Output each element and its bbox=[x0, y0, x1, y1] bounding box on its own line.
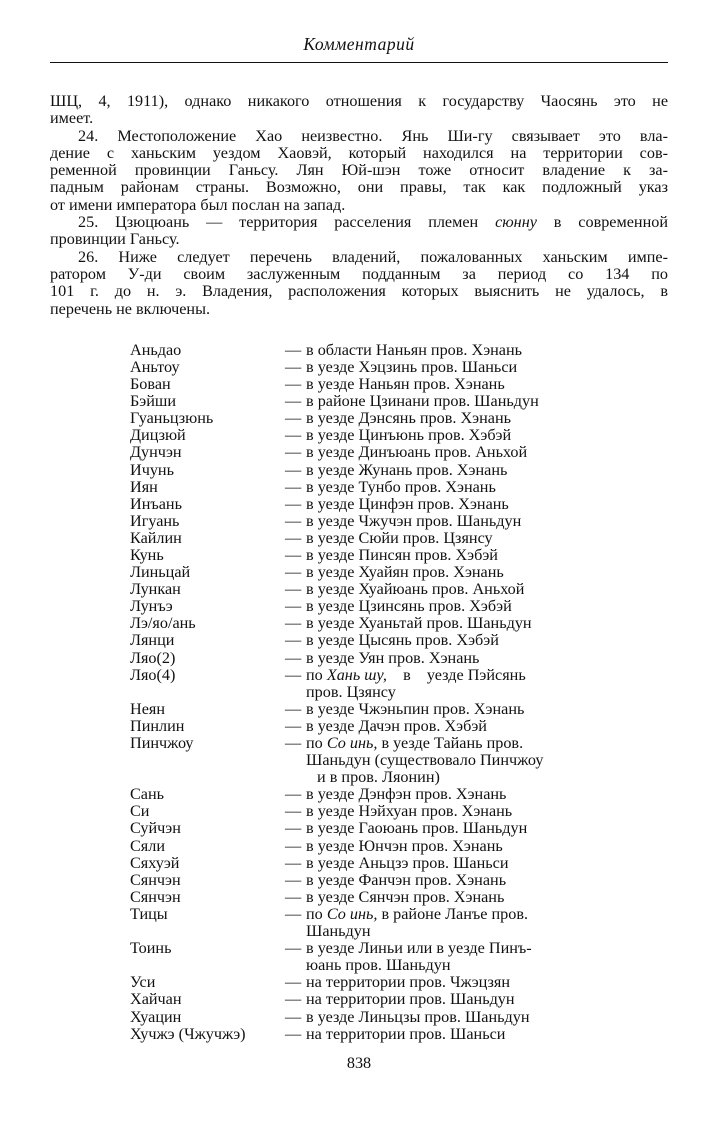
dash-separator: — bbox=[285, 973, 302, 992]
holding-name: Бэйши bbox=[130, 392, 177, 411]
holding-location bbox=[285, 496, 595, 513]
holding-name: Гуаньцзюнь bbox=[130, 409, 214, 428]
dash-separator: — bbox=[285, 699, 302, 718]
text-line: перечень не включены. bbox=[50, 299, 211, 318]
location-text: в уезде Динъюань пров. Аньхой bbox=[306, 443, 528, 462]
dash-separator: — bbox=[285, 340, 302, 359]
holding-row bbox=[130, 650, 668, 667]
holding-name: Уси bbox=[130, 973, 156, 992]
holding-name: Си bbox=[130, 802, 150, 821]
location-text: в уезде Дэнсянь пров. Хэнань bbox=[306, 409, 512, 428]
holding-name: Кайлин bbox=[130, 528, 182, 547]
holding-name: Пинчжоу bbox=[130, 734, 194, 753]
note-24 bbox=[50, 128, 668, 214]
holding-name: Бован bbox=[130, 375, 171, 394]
holding-row bbox=[130, 820, 668, 837]
location-text: в уезде Чжэньпин пров. Хэнань bbox=[306, 699, 525, 718]
dash-separator: — bbox=[285, 597, 302, 616]
holding-row bbox=[130, 342, 668, 359]
holding-location bbox=[285, 872, 595, 889]
holding-location bbox=[285, 581, 595, 598]
location-text: в уезде Цинфэн пров. Хэнань bbox=[306, 494, 509, 513]
location-text: в уезде Хуайян пров. Хэнань bbox=[306, 563, 504, 582]
holding-row bbox=[130, 530, 668, 547]
holding-location bbox=[285, 513, 595, 530]
dash-separator: — bbox=[285, 357, 302, 376]
location-text: в уезде Пинсян пров. Хэбэй bbox=[306, 545, 498, 564]
source-title: Со инь, bbox=[326, 904, 378, 923]
text-line bbox=[50, 214, 668, 231]
holding-name: Тицы bbox=[130, 904, 168, 923]
text-line: ременной провинции Ганьсу. Лян Юй-шэн тоже относит владение к за- bbox=[50, 161, 668, 180]
location-continuation: пров. Цзянсу bbox=[306, 682, 396, 701]
dash-separator: — bbox=[285, 939, 302, 958]
holding-name: Хучжэ (Чжучжэ) bbox=[130, 1024, 246, 1043]
dash-separator: — bbox=[285, 409, 302, 428]
holding-name: Дицзюй bbox=[130, 426, 186, 445]
dash-separator: — bbox=[285, 802, 302, 821]
location-text: в уезде Тунбо пров. Хэнань bbox=[306, 477, 496, 496]
holding-row bbox=[130, 667, 668, 701]
holding-row bbox=[130, 376, 668, 393]
holding-name: Аньдао bbox=[130, 340, 182, 359]
holding-location bbox=[285, 564, 595, 581]
holding-name: Ляо(2) bbox=[130, 648, 176, 667]
holding-row bbox=[130, 632, 668, 649]
dash-separator: — bbox=[285, 477, 302, 496]
dash-separator: — bbox=[285, 580, 302, 599]
text-line: провинции Ганьсу. bbox=[50, 230, 180, 249]
location-text: в уезде Сянчэн пров. Хэнань bbox=[306, 887, 505, 906]
dash-separator: — bbox=[285, 1007, 302, 1026]
dash-separator: — bbox=[285, 528, 302, 547]
holding-location bbox=[285, 376, 595, 393]
dash-separator: — bbox=[285, 853, 302, 872]
holding-location bbox=[285, 410, 595, 427]
holding-location bbox=[285, 991, 595, 1008]
dash-separator: — bbox=[285, 511, 302, 530]
holding-location bbox=[285, 889, 595, 906]
header-rule bbox=[50, 62, 668, 63]
dash-separator: — bbox=[285, 426, 302, 445]
dash-separator: — bbox=[285, 563, 302, 582]
location-text: в уезде Цинъюнь пров. Хэбэй bbox=[306, 426, 512, 445]
text-line: 26. Ниже следует перечень владений, пожалованных ханьским импе- bbox=[78, 247, 668, 266]
location-text: по bbox=[306, 665, 327, 684]
holding-name: Сяли bbox=[130, 836, 165, 855]
dash-separator: — bbox=[285, 631, 302, 650]
running-header: Комментарий bbox=[303, 34, 415, 54]
dash-separator: — bbox=[285, 870, 302, 889]
holding-location bbox=[285, 547, 595, 564]
holding-row bbox=[130, 906, 668, 940]
dash-separator: — bbox=[285, 836, 302, 855]
paragraph-continuation bbox=[50, 93, 668, 128]
location-text: в уезде Пэйсянь bbox=[386, 665, 526, 684]
source-title: Со инь, bbox=[326, 734, 378, 753]
text-line: 101 г. до н. э. Владения, расположения которых выяснить не удалось, в bbox=[50, 282, 668, 301]
holding-location bbox=[285, 974, 595, 991]
location-text: в уезде Жунань пров. Хэнань bbox=[306, 460, 508, 479]
text-run: 25. Цзюцюань — территория расселения племен bbox=[78, 213, 496, 232]
location-text: в уезде Нэйхуан пров. Хэнань bbox=[306, 802, 513, 821]
dash-separator: — bbox=[285, 1024, 302, 1043]
holding-location bbox=[285, 1009, 595, 1026]
holding-row bbox=[130, 701, 668, 718]
holding-location bbox=[285, 735, 595, 786]
holding-name: Аньтоу bbox=[130, 357, 180, 376]
location-text: в районе Цзинани пров. Шаньдун bbox=[306, 392, 539, 411]
source-title: Хань шу, bbox=[326, 665, 387, 684]
italic-term: сюнну bbox=[495, 213, 537, 232]
dash-separator: — bbox=[285, 734, 302, 753]
location-text: в уезде Наньян пров. Хэнань bbox=[306, 375, 505, 394]
holding-location bbox=[285, 598, 595, 615]
holding-row bbox=[130, 735, 668, 786]
holding-row bbox=[130, 940, 668, 974]
location-continuation: юань пров. Шаньдун bbox=[306, 956, 451, 975]
location-text: в уезде Линьи или в уезде Пинъ- bbox=[306, 939, 532, 958]
dash-separator: — bbox=[285, 375, 302, 394]
holding-location bbox=[285, 615, 595, 632]
dash-separator: — bbox=[285, 785, 302, 804]
holding-location bbox=[285, 803, 595, 820]
dash-separator: — bbox=[285, 716, 302, 735]
holding-name: Сянчэн bbox=[130, 887, 181, 906]
holding-location bbox=[285, 530, 595, 547]
holding-location bbox=[285, 838, 595, 855]
holdings-list bbox=[130, 342, 668, 1043]
dash-separator: — bbox=[285, 990, 302, 1009]
location-text: в уезде Юнчэн пров. Хэнань bbox=[306, 836, 503, 855]
holding-row bbox=[130, 855, 668, 872]
holding-location bbox=[285, 718, 595, 735]
location-text: в уезде Хуаньтай пров. Шаньдун bbox=[306, 614, 532, 633]
holding-location bbox=[285, 940, 595, 974]
holding-row bbox=[130, 803, 668, 820]
dash-separator: — bbox=[285, 443, 302, 462]
location-text: в районе Ланъе пров. bbox=[377, 904, 529, 923]
holding-row bbox=[130, 393, 668, 410]
page-body bbox=[50, 32, 668, 1043]
holding-row bbox=[130, 513, 668, 530]
holding-name: Лунъэ bbox=[130, 597, 173, 616]
text-line: ШЦ, 4, 1911), однако никакого отношения к государству Чаосянь это не bbox=[50, 92, 668, 110]
holding-name: Лэ/яо/ань bbox=[130, 614, 196, 633]
holding-location bbox=[285, 855, 595, 872]
location-text: в уезде Сюйи пров. Цзянсу bbox=[306, 528, 493, 547]
holding-name: Неян bbox=[130, 699, 165, 718]
location-text: на территории пров. Шаньси bbox=[306, 1024, 506, 1043]
holding-name: Хайчан bbox=[130, 990, 182, 1009]
holding-location bbox=[285, 342, 595, 359]
holding-name: Лянци bbox=[130, 631, 175, 650]
text-line: от имени императора был послан на запад. bbox=[50, 195, 346, 214]
holding-location bbox=[285, 479, 595, 496]
holding-row bbox=[130, 496, 668, 513]
holding-name: Сянчэн bbox=[130, 870, 181, 889]
holding-name: Ляо(4) bbox=[130, 665, 176, 684]
page-number: 838 bbox=[346, 1054, 372, 1072]
text-line: ратором У-ди своим заслуженным подданным за период со 134 по bbox=[50, 264, 668, 283]
holding-name: Дунчэн bbox=[130, 443, 182, 462]
holding-location bbox=[285, 1026, 595, 1043]
holding-row bbox=[130, 479, 668, 496]
holding-name: Хуацин bbox=[130, 1007, 182, 1026]
text-line: 24. Местоположение Хао неизвестно. Янь Ши-гу связывает это вла- bbox=[78, 126, 668, 145]
note-26 bbox=[50, 249, 668, 318]
holding-location bbox=[285, 701, 595, 718]
holding-name: Лункан bbox=[130, 580, 181, 599]
holding-row bbox=[130, 410, 668, 427]
holding-location bbox=[285, 393, 595, 410]
dash-separator: — bbox=[285, 494, 302, 513]
holding-location bbox=[285, 786, 595, 803]
location-text: в уезде Фанчэн пров. Хэнань bbox=[306, 870, 507, 889]
holding-row bbox=[130, 462, 668, 479]
holding-row bbox=[130, 615, 668, 632]
location-text: в уезде Чжучэн пров. Шаньдун bbox=[306, 511, 522, 530]
holding-name: Тоинь bbox=[130, 939, 172, 958]
location-text: в уезде Дачэн пров. Хэбэй bbox=[306, 716, 487, 735]
holding-location bbox=[285, 427, 595, 444]
location-continuation: Шаньдун bbox=[306, 922, 371, 941]
dash-separator: — bbox=[285, 904, 302, 923]
holding-location bbox=[285, 462, 595, 479]
location-text: по bbox=[306, 904, 327, 923]
dash-separator: — bbox=[285, 648, 302, 667]
location-text: в уезде Дэнфэн пров. Хэнань bbox=[306, 785, 507, 804]
holding-row bbox=[130, 564, 668, 581]
holding-row bbox=[130, 427, 668, 444]
holding-name: Сяхуэй bbox=[130, 853, 180, 872]
location-continuation: Шаньдун (существовало Пинчжоу bbox=[306, 751, 544, 770]
holding-name: Пинлин bbox=[130, 716, 185, 735]
holding-row bbox=[130, 786, 668, 803]
location-text: в уезде Аньцзэ пров. Шаньси bbox=[306, 853, 509, 872]
holding-location bbox=[285, 444, 595, 461]
holding-name: Кунь bbox=[130, 545, 164, 564]
location-text: по bbox=[306, 734, 327, 753]
holding-row bbox=[130, 598, 668, 615]
location-text: в уезде Хэцзинь пров. Шаньси bbox=[306, 357, 518, 376]
holding-location bbox=[285, 632, 595, 649]
holding-row bbox=[130, 444, 668, 461]
dash-separator: — bbox=[285, 545, 302, 564]
holding-row bbox=[130, 889, 668, 906]
holding-location bbox=[285, 650, 595, 667]
location-continuation: и в пров. Ляонин) bbox=[317, 768, 440, 787]
holding-name: Игуань bbox=[130, 511, 180, 530]
holding-name: Линьцай bbox=[130, 563, 191, 582]
location-text: в уезде Уян пров. Хэнань bbox=[306, 648, 480, 667]
holding-row bbox=[130, 581, 668, 598]
holding-name: Суйчэн bbox=[130, 819, 181, 838]
holding-row bbox=[130, 991, 668, 1008]
location-text: в уезде Тайань пров. bbox=[377, 734, 524, 753]
location-text: в области Наньян пров. Хэнань bbox=[306, 340, 523, 359]
holding-row bbox=[130, 974, 668, 991]
holding-row bbox=[130, 718, 668, 735]
location-text: в уезде Гаоюань пров. Шаньдун bbox=[306, 819, 528, 838]
text-line: имеет. bbox=[50, 109, 94, 128]
holding-row bbox=[130, 359, 668, 376]
holding-name: Ичунь bbox=[130, 460, 174, 479]
dash-separator: — bbox=[285, 392, 302, 411]
location-text: в уезде Хуайюань пров. Аньхой bbox=[306, 580, 525, 599]
location-text: на территории пров. Чжэцзян bbox=[306, 973, 511, 992]
holding-row bbox=[130, 547, 668, 564]
holding-name: Иян bbox=[130, 477, 158, 496]
text-line: падным районам страны. Возможно, они правы, так как подложный указ bbox=[50, 178, 668, 197]
holding-row bbox=[130, 1009, 668, 1026]
location-text: в уезде Цысянь пров. Хэбэй bbox=[306, 631, 499, 650]
dash-separator: — bbox=[285, 819, 302, 838]
text-run: в современной bbox=[536, 213, 669, 232]
dash-separator: — bbox=[285, 460, 302, 479]
dash-separator: — bbox=[285, 614, 302, 633]
dash-separator: — bbox=[285, 887, 302, 906]
location-text: на территории пров. Шаньдун bbox=[306, 990, 515, 1009]
holding-location bbox=[285, 820, 595, 837]
location-text: в уезде Линьцзы пров. Шаньдун bbox=[306, 1007, 530, 1026]
holding-name: Сань bbox=[130, 785, 165, 804]
holding-location bbox=[285, 359, 595, 376]
holding-location bbox=[285, 906, 595, 940]
holding-location bbox=[285, 667, 595, 701]
note-25 bbox=[50, 214, 668, 249]
holding-row bbox=[130, 838, 668, 855]
holding-row bbox=[130, 872, 668, 889]
dash-separator: — bbox=[285, 665, 302, 684]
text-line: дение с ханьским уездом Хаовэй, который находился на территории сов- bbox=[50, 143, 668, 162]
holding-row bbox=[130, 1026, 668, 1043]
holding-name: Инъань bbox=[130, 494, 182, 513]
location-text: в уезде Цзинсянь пров. Хэбэй bbox=[306, 597, 512, 616]
